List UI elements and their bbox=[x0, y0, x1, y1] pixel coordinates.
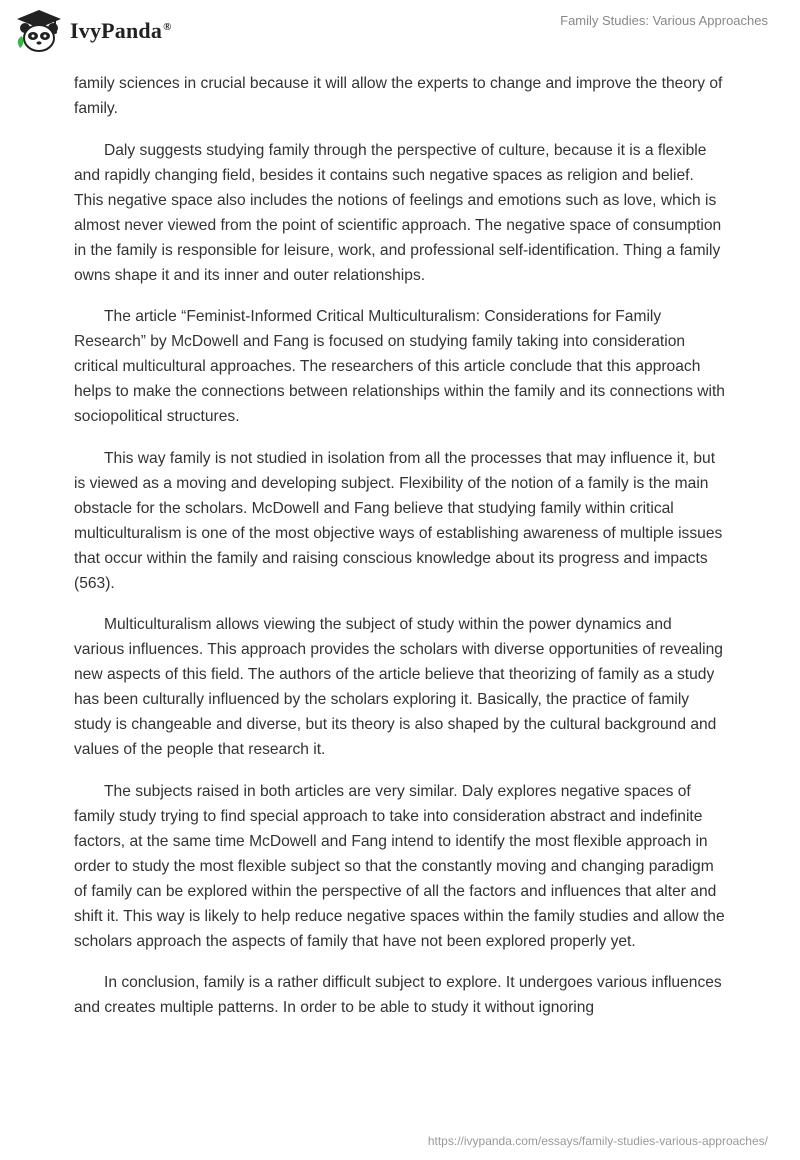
source-url[interactable]: https://ivypanda.com/essays/family-studies-various-approaches/ bbox=[427, 1134, 768, 1148]
page-header bbox=[0, 0, 800, 60]
document-title: Family Studies: Various Approaches bbox=[560, 13, 768, 28]
ivypanda-logo[interactable] bbox=[14, 8, 172, 54]
panda-graduate-icon bbox=[14, 8, 64, 54]
paragraph: The subjects raised in both articles are very similar. Daly explores negative spaces of family study trying to find special approach to take into consideration abstract and indefinite factors, at the same time McDowell and Fang intend to identify the most flexible approach in order to study the most flexible subject so that the constantly moving and changing paradigm of family can be explored within the perspective of all the factors and influences that alter and shift it. This way is likely to help reduce negative spaces within the family studies and allow the scholars approach the aspects of family that have not been explored properly yet. bbox=[74, 782, 725, 950]
paragraph: Daly suggests studying family through the perspective of culture, because it is a flexible and rapidly changing field, besides it contains such negative spaces as religion and belief. This negative space also includes the notions of feelings and emotions such as love, which is almost never viewed from the point of scientific approach. The negative space of consumption in the family is responsible for leisure, work, and professional self-identification. Thing a family owns shape it and its inner and outer relationships. bbox=[74, 141, 722, 284]
paragraph: Multiculturalism allows viewing the subject of study within the power dynamics and various influences. This approach provides the scholars with diverse opportunities of revealing new aspects of this field. The authors of the article believe that theorizing of family as a study has been culturally influenced by the scholars exploring it. Basically, the practice of family study is changeable and diverse, but its theory is also shaped by the cultural background and values of the people that research it. bbox=[74, 616, 723, 758]
essay-body bbox=[74, 71, 726, 1037]
paragraph: family sciences in crucial because it will allow the experts to change and improve the theory of family. bbox=[74, 75, 723, 117]
paragraph: In conclusion, family is a rather difficult subject to explore. It undergoes various influences and creates multiple patterns. In order to be able to study it without ignoring bbox=[74, 974, 722, 1016]
brand-name: IvyPanda® bbox=[70, 18, 172, 43]
paragraph: The article “Feminist-Informed Critical Multiculturalism: Considerations for Family Research” by McDowell and Fang is focused on studying family taking into consideration critical multicultural approaches. The researchers of this article conclude that this approach helps to make the connections between relationships within the family and its connections with sociopolitical structures. bbox=[74, 308, 725, 425]
paragraph: This way family is not studied in isolation from all the processes that may influence it, but is viewed as a moving and developing subject. Flexibility of the notion of a family is the main obstacle for the scholars. McDowell and Fang believe that studying family within critical multiculturalism is one of the most objective ways of establishing awareness of multiple issues that occur within the family and raising conscious knowledge about its progress and impacts (563). bbox=[74, 449, 723, 592]
